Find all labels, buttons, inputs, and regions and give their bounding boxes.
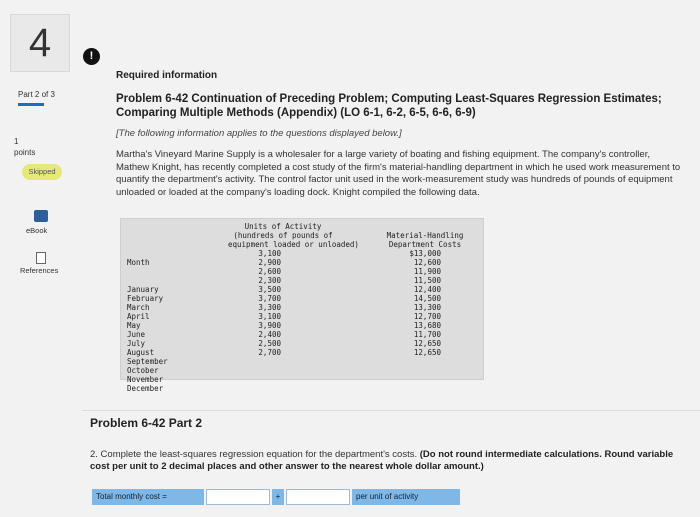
cost-cell: 11,700 [413, 330, 441, 339]
following-note: [The following information applies to the questions displayed below.] [116, 128, 402, 139]
units-cell: 3,100 [258, 312, 281, 321]
month-column [127, 240, 168, 393]
cost-cell: 12,400 [413, 285, 441, 294]
month-cell: January [127, 285, 159, 294]
cost-cell: 14,500 [413, 294, 441, 303]
units-cell: 2,900 [258, 258, 281, 267]
question-number: 4 [10, 14, 70, 72]
units-cell: 2,600 [258, 267, 281, 276]
month-cell: September [127, 357, 168, 366]
cost-column [397, 249, 441, 357]
instruction-bold-text: (Do not round intermediate calculations. Round variable cost per unit to 2 decimal places and other answer to the nearest whole dollar amount.) [90, 449, 674, 472]
problem-description: Martha's Vineyard Marine Supply is a wholesaler for a large variety of boating and fishing equipment. The company's controller, Mathew Knight, has recently completed a cost study of the firm's material-handling department in which he used work measurement to quantify the department's activity. The control factor unit used in the work-measurement study was hundreds of pounds of equipment unloaded or loaded at the company's loading dock. Knight compiled the following data. [116, 149, 681, 198]
problem-title: Problem 6-42 Continuation of Preceding Problem; Computing Least-Squares Regression Estimates; Comparing Multiple Methods (Appendix) (LO 6-1, 6-2, 6-5, 6-6, 6-9) [116, 93, 662, 119]
month-header: Month [127, 258, 150, 267]
question-content [116, 70, 686, 199]
month-cell: March [127, 303, 150, 312]
ebook-icon[interactable] [34, 210, 48, 222]
section-divider [82, 410, 700, 411]
month-cell: August [127, 348, 155, 357]
part2-title: Problem 6-42 Part 2 [90, 416, 203, 430]
cost-cell: 12,600 [413, 258, 441, 267]
instruction-text: 2. Complete the least-squares regression equation for the department's costs. [90, 449, 420, 460]
month-cell: June [127, 330, 146, 339]
points-value: 1 [14, 137, 19, 146]
cost-cell: 12,650 [413, 348, 441, 357]
variable-cost-input[interactable] [286, 489, 350, 505]
cost-cell: 13,300 [413, 303, 441, 312]
data-table [120, 218, 484, 393]
units-cell: 2,300 [258, 276, 281, 285]
units-cell: 3,900 [258, 321, 281, 330]
ebook-link[interactable]: eBook [26, 226, 48, 235]
cost-cell: 12,650 [413, 339, 441, 348]
points-label: points [14, 148, 36, 157]
cost-cell: $13,000 [409, 249, 441, 258]
required-info-heading: Required information [116, 70, 218, 81]
left-sidebar [0, 0, 78, 517]
alert-icon: ! [83, 48, 100, 65]
cost-cell: 13,680 [413, 321, 441, 330]
month-cell: October [127, 366, 159, 375]
plus-sign: + [272, 489, 284, 505]
cost-header: Material-Handling Department Costs [386, 231, 464, 249]
units-cell: 2,700 [258, 348, 281, 357]
units-cell: 3,300 [258, 303, 281, 312]
equation-suffix: per unit of activity [352, 489, 460, 505]
status-badge: Skipped [22, 164, 62, 180]
month-cell: February [127, 294, 164, 303]
units-cell: 3,500 [258, 285, 281, 294]
month-cell: July [127, 339, 146, 348]
units-cell: 2,500 [258, 339, 281, 348]
month-cell: December [127, 384, 164, 393]
cost-cell: 11,500 [413, 276, 441, 285]
units-cell: 3,700 [258, 294, 281, 303]
equation-label: Total monthly cost = [92, 489, 204, 505]
month-cell: November [127, 375, 164, 384]
units-cell: 3,100 [258, 249, 281, 258]
cost-cell: 11,900 [413, 267, 441, 276]
cost-cell: 12,700 [413, 312, 441, 321]
units-column [251, 249, 281, 357]
units-header: Units of Activity (hundreds of pounds of equipment loaded or unloaded) [228, 222, 359, 249]
part2-instructions [90, 449, 690, 473]
units-cell: 2,400 [258, 330, 281, 339]
references-link[interactable]: References [20, 266, 59, 275]
part-progress-bar [18, 103, 44, 106]
references-icon[interactable] [36, 252, 46, 264]
part-indicator: Part 2 of 3 [18, 90, 55, 99]
fixed-cost-input[interactable] [206, 489, 270, 505]
month-cell: April [127, 312, 150, 321]
month-cell: May [127, 321, 141, 330]
